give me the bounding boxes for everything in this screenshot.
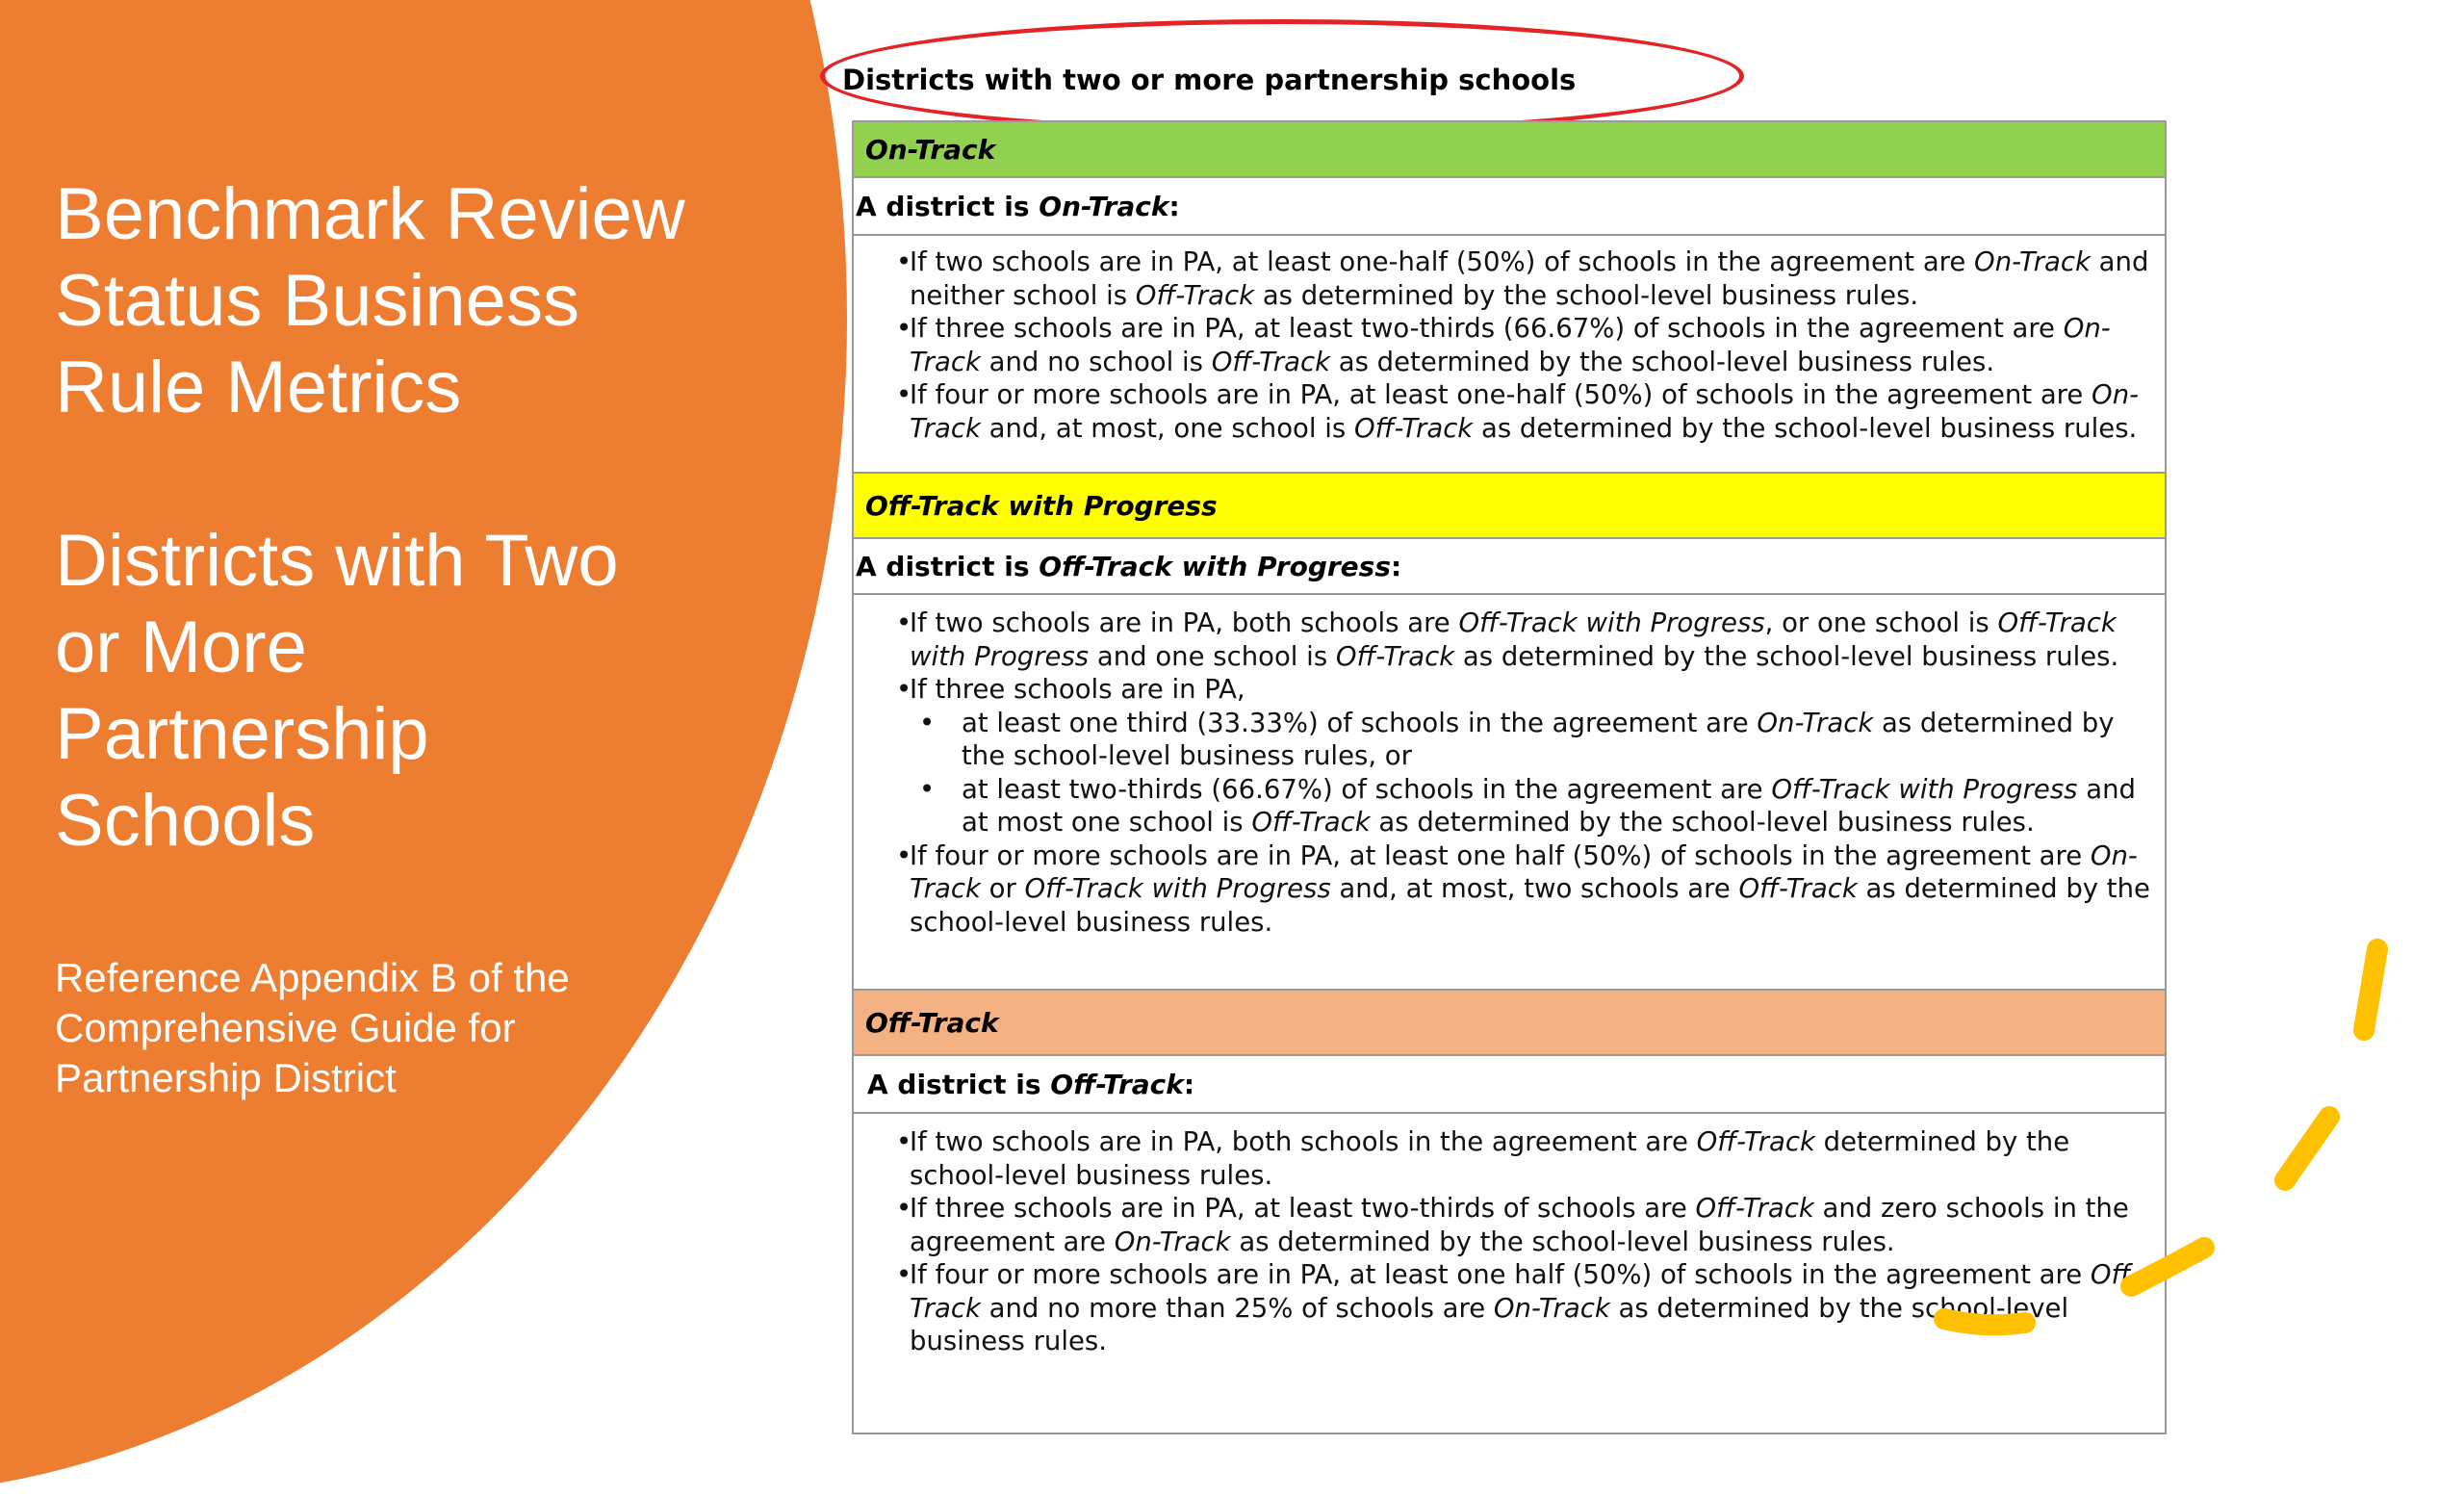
status-term: On-Track: [1974, 246, 2091, 277]
status-term: Off-Track: [1353, 412, 1474, 444]
rule-text: , or one school is: [1764, 607, 1998, 638]
rule-item: [854, 1125, 2165, 1192]
status-term: On-Track: [1757, 707, 1874, 738]
status-term: Off-Track with Progress: [1024, 873, 1331, 904]
rule-text: as determined by the school-level business rules.: [1254, 279, 1919, 311]
lead-colon: :: [1183, 1068, 1195, 1100]
bullet-icon: •: [896, 1259, 912, 1290]
rule-text: If four or more schools are in PA, at least one-half (50%) of schools in the agreement are: [910, 379, 2092, 410]
rule-item: [854, 673, 2165, 707]
sub-rule-item: [854, 773, 2165, 839]
lead-text: A district is: [867, 1068, 1041, 1100]
rule-text: and no more than 25% of schools are: [980, 1292, 1494, 1324]
rule-text: If two schools are in PA, both schools in the agreement are: [910, 1126, 1697, 1157]
rule-body: If three schools are in PA,: [910, 674, 1245, 705]
rule-text: and no school is: [980, 346, 1212, 377]
rule-text: If two schools are in PA, both schools are: [910, 607, 1459, 638]
rule-text: at least two-thirds (66.67%) of schools in the agreement are: [962, 773, 1772, 805]
status-term: Off-Track: [1251, 807, 1371, 838]
rule-body: [910, 312, 2165, 378]
bullet-icon: •: [896, 1193, 912, 1224]
slide-title: Benchmark Review Status Business Rule Metrics: [55, 173, 685, 428]
rule-item: [854, 1258, 2165, 1358]
rule-text: at least one third (33.33%) of schools in the agreement are: [962, 707, 1758, 738]
lead-text: A district is: [856, 190, 1030, 222]
on-track-lead: [854, 178, 2165, 236]
status-term: Off-Track: [1738, 873, 1858, 904]
lead-colon: :: [1391, 550, 1402, 582]
status-term: On-Track: [1114, 1226, 1231, 1257]
lead-status: Off-Track with Progress: [1039, 550, 1391, 582]
rule-text: If four or more schools are in PA, at least one half (50%) of schools in the agreement are: [910, 1259, 2091, 1290]
rule-text: and at most one school is: [962, 773, 2136, 838]
rule-body: [910, 245, 2165, 312]
rule-text: as determined by the school-level business rules.: [1473, 412, 2138, 444]
slide-reference-note: Reference Appendix B of the Comprehensive Guide for Partnership District: [55, 955, 570, 1100]
rule-text: and, at most, one school is: [980, 412, 1354, 444]
rule-text: If two schools are in PA, at least one-half (50%) of schools in the agreement are: [910, 246, 1975, 277]
rule-body: [910, 1125, 2165, 1192]
bullet-icon: •: [896, 246, 912, 277]
status-term: On-Track: [1493, 1292, 1610, 1324]
rule-text: If three schools are in PA, at least two-thirds of schools are: [910, 1193, 1696, 1224]
rule-body: [910, 1192, 2165, 1258]
slide-subtitle: Districts with Two or More Partnership Schools: [55, 520, 619, 862]
rule-text: as determined by the school-level business rules.: [910, 873, 2150, 938]
rule-text: determined by the school-level business rules.: [910, 1126, 2070, 1191]
rule-item: [854, 378, 2165, 445]
rule-item: [854, 607, 2165, 673]
rule-text: as determined by the school-level business rules.: [1230, 1226, 1895, 1257]
bullet-icon: •: [896, 839, 912, 871]
status-term: Off-Track with Progress: [1458, 607, 1765, 638]
rule-text: If three schools are in PA, at least two-thirds (66.67%) of schools in the agreement are: [910, 313, 2064, 344]
status-term: Off-Track: [910, 1259, 2141, 1324]
off-track-rules: [854, 1114, 2165, 1432]
sub-rule-item: [854, 707, 2165, 773]
rule-text: and neither school is: [910, 246, 2149, 311]
lead-colon: :: [1168, 190, 1180, 222]
rule-body: [962, 707, 2165, 773]
rule-body: [910, 378, 2165, 445]
rule-text: as determined by the school-level business rules.: [910, 1292, 2069, 1356]
on-track-band: On-Track: [854, 122, 2165, 178]
status-term: Off-Track with Progress: [1771, 773, 2078, 805]
status-term: Off-Track: [1135, 279, 1255, 311]
status-term: On-Track: [910, 839, 2138, 904]
rule-body: [962, 773, 2165, 839]
status-term: Off-Track: [1335, 640, 1455, 672]
rule-item: [854, 1192, 2165, 1258]
bullet-icon: •: [896, 607, 912, 638]
bullet-icon: •: [919, 707, 936, 738]
rule-body: [910, 607, 2165, 673]
progress-rules: [854, 595, 2165, 991]
rule-text: or: [980, 873, 1025, 904]
lead-status: Off-Track: [1050, 1068, 1184, 1100]
rule-text: as determined by the school-level business rules.: [1454, 640, 2119, 672]
status-term: Off-Track: [1696, 1126, 1815, 1157]
bullet-icon: •: [896, 674, 912, 705]
status-term: Off-Track: [1211, 346, 1330, 377]
rule-text: as determined by the school-level business rules.: [1330, 346, 1995, 377]
status-term: Off-Track with Progress: [910, 607, 2117, 672]
off-track-lead: [854, 1056, 2165, 1114]
rule-item: [854, 312, 2165, 378]
progress-band: Off-Track with Progress: [854, 474, 2165, 539]
bullet-icon: •: [896, 1126, 912, 1157]
rule-text: and zero schools in the agreement are: [910, 1193, 2129, 1257]
rule-body: [910, 1258, 2165, 1358]
lead-status: On-Track: [1039, 190, 1169, 222]
bullet-icon: •: [896, 313, 912, 344]
bullet-icon: •: [919, 773, 936, 805]
rule-text: as determined by the school-level business rules.: [1370, 807, 2035, 838]
rule-body: [910, 839, 2165, 940]
status-term: Off-Track: [1695, 1193, 1814, 1224]
rule-text: If four or more schools are in PA, at least one half (50%) of schools in the agreement are: [910, 839, 2091, 871]
document-heading: Districts with two or more partnership schools: [842, 64, 1577, 96]
rule-text: and, at most, two schools are: [1330, 873, 1739, 904]
off-track-band: Off-Track: [854, 991, 2165, 1056]
on-track-rules: [854, 236, 2165, 474]
status-term: On-Track: [910, 313, 2111, 377]
bullet-icon: •: [896, 379, 912, 410]
yellow-dash: [2285, 1117, 2329, 1180]
yellow-dash: [2364, 949, 2377, 1030]
progress-lead: [854, 539, 2165, 595]
rule-item: [854, 839, 2165, 940]
status-term: On-Track: [910, 379, 2140, 444]
rule-item: [854, 245, 2165, 312]
rule-text: and one school is: [1089, 640, 1336, 672]
criteria-table: [852, 120, 2167, 1434]
lead-text: A district is: [856, 550, 1030, 582]
rule-text: as determined by the school-level business rules, or: [962, 707, 2115, 771]
